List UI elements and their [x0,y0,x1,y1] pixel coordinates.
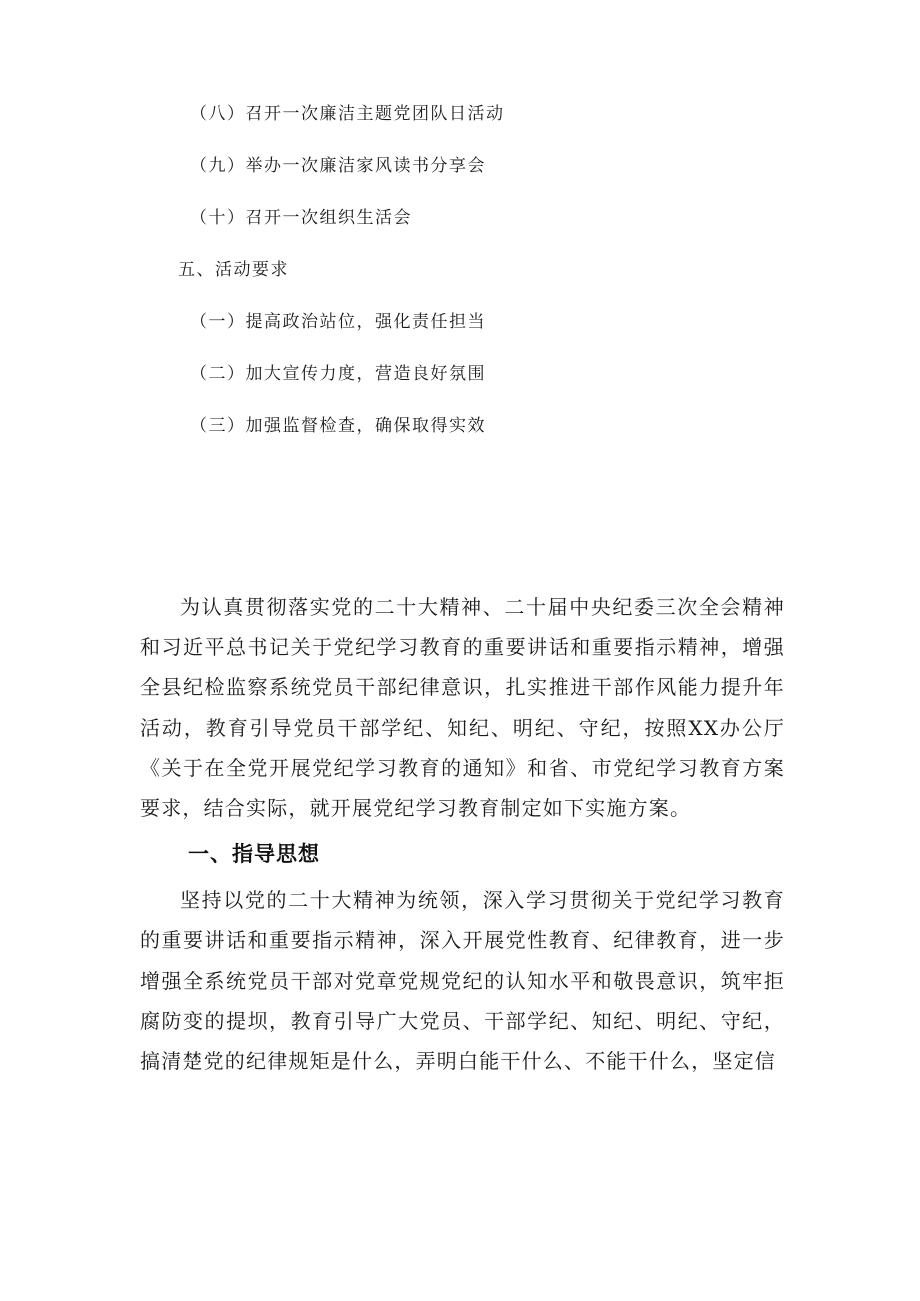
section-1-paragraph: 坚持以党的二十大精神为统领，深入学习贯彻关于党纪学习教育的重要讲话和重要指示精神，深入开展党性教育、纪律教育，进一步增强全系统党员干部对党章党规党纪的认知水平和敬畏意识，筑牢拒腐防变的提坝，教育引导广大党员、干部学纪、知纪、明纪、守纪，搞清楚党的纪律规矩是什么，弄明白能干什么、不能干什么，坚定信 [140,888,785,1074]
intro-paragraph: 为认真贯彻落实党的二十大精神、二十届中央纪委三次全会精神和习近平总书记关于党纪学习教育的重要讲话和重要指示精神，增强全县纪检监察系统党员干部纪律意识，扎实推进干部作风能力提升年活动，教育引导党员干部学纪、知纪、明纪、守纪，按照XX办公厅《关于在全党开展党纪学习教育的通知》和省、市党纪学习教育方案要求，结合实际，就开展党纪学习教育制定如下实施方案。 [140,595,785,821]
outline-item-9: （九）举办一次廉洁家风读书分享会 [190,156,486,176]
outline-item-8: （八）召开一次廉洁主题党团队日活动 [190,104,505,124]
outline-list [0,96,920,460]
section-5-title: 五、活动要求 [178,260,289,280]
section-5-item-3: （三）加强监督检查，确保取得实效 [190,416,486,436]
section-1-heading: 一、指导思想 [188,842,320,867]
section-5-item-2: （二）加大宣传力度，营造良好氛围 [190,364,486,384]
body-text [140,587,785,1081]
outline-item-10: （十）召开一次组织生活会 [190,208,412,228]
section-5-item-1: （一）提高政治站位，强化责任担当 [190,312,486,332]
